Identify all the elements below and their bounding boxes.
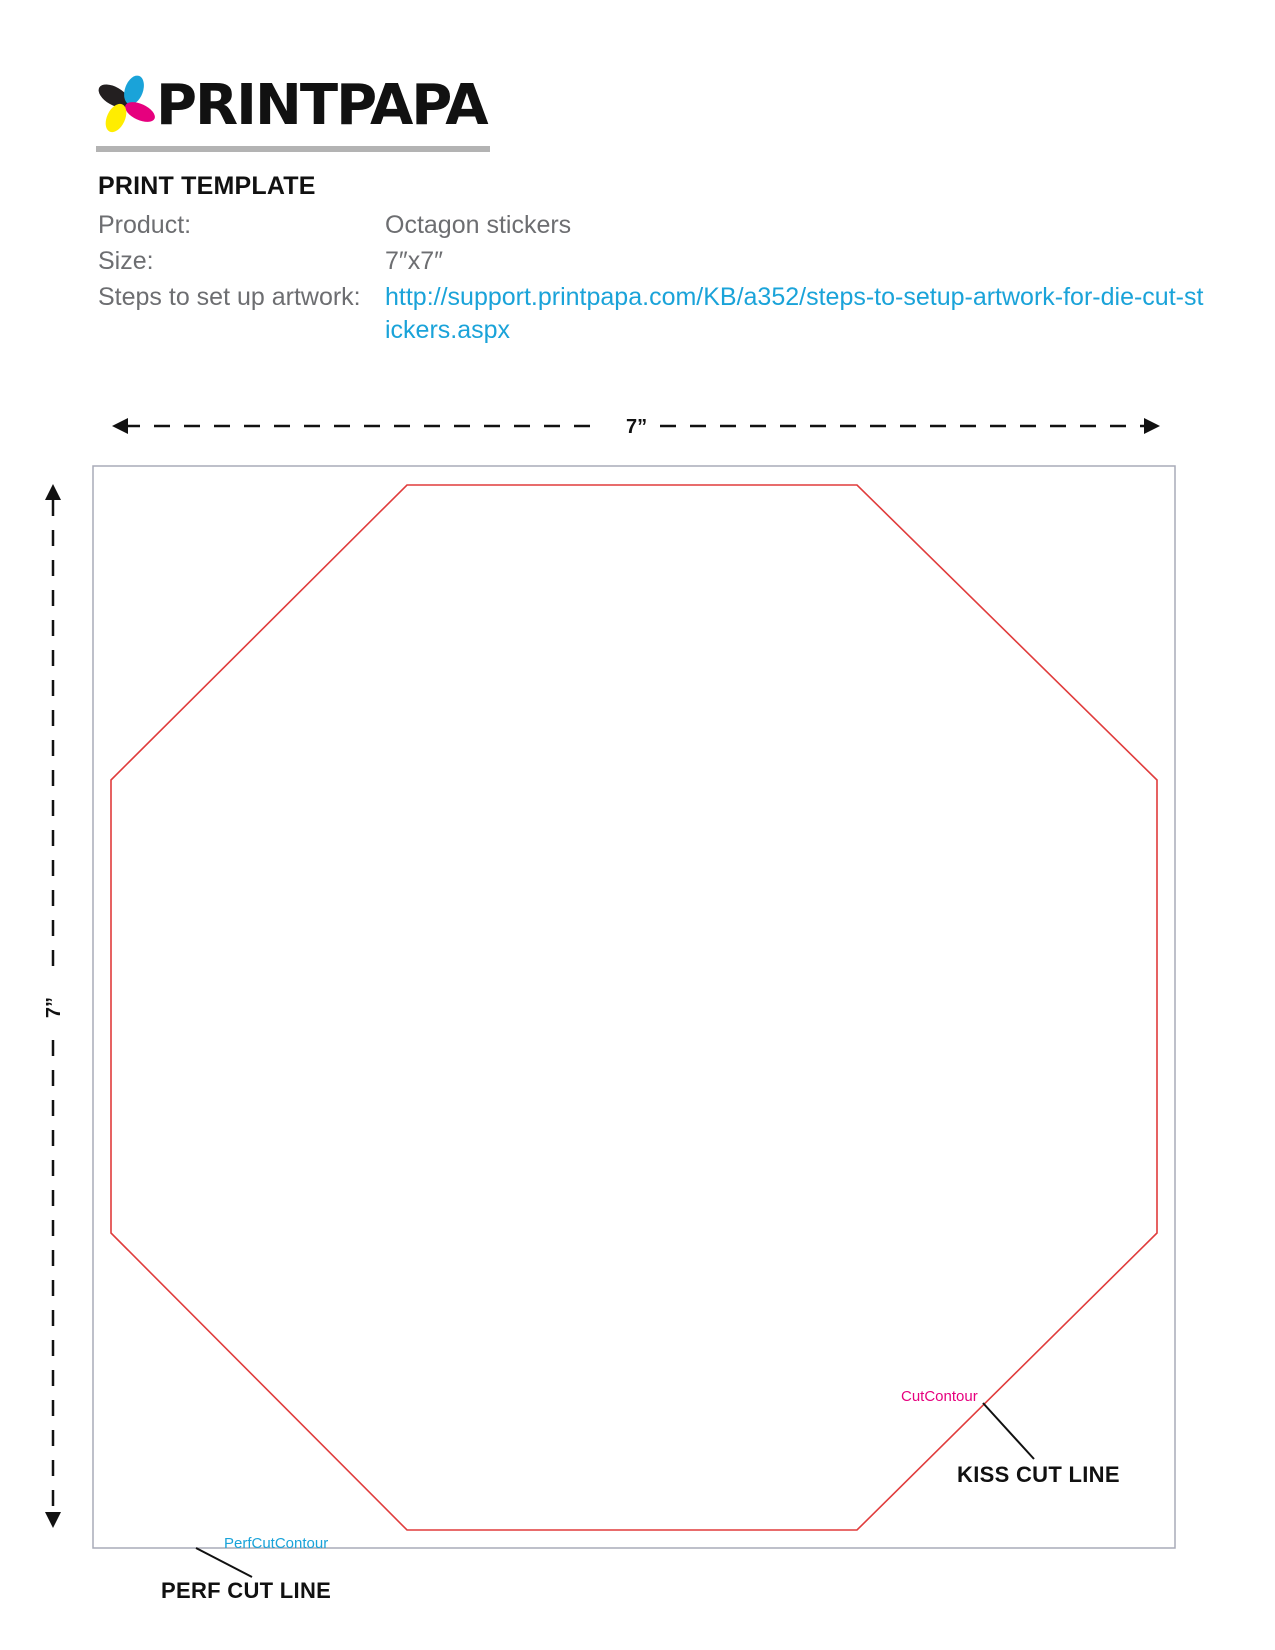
arrow-up-icon	[45, 484, 61, 500]
kiss-cut-callout: KISS CUT LINE	[957, 1462, 1120, 1487]
steps-link[interactable]: http://support.printpapa.com/KB/a352/steps-to-setup-artwork-for-die-cut-stickers.aspx	[385, 283, 1204, 344]
size-value: 7″x7″	[385, 247, 444, 275]
page-title: PRINT TEMPLATE	[98, 172, 316, 200]
product-label: Product:	[98, 211, 192, 239]
height-label: 7”	[43, 993, 66, 1022]
steps-label: Steps to set up artwork:	[98, 283, 361, 311]
arrow-right-icon	[1144, 418, 1160, 434]
arrow-down-icon	[45, 1512, 61, 1528]
perf-cut-callout: PERF CUT LINE	[161, 1578, 332, 1603]
arrow-left-icon	[112, 418, 128, 434]
product-value: Octagon stickers	[385, 211, 572, 239]
perf-cut-frame	[93, 466, 1175, 1548]
kiss-cut-octagon	[111, 485, 1157, 1530]
perf-cut-leader	[196, 1548, 252, 1577]
size-label: Size:	[98, 247, 154, 275]
perf-cut-contour-tag: PerfCutContour	[224, 1535, 329, 1552]
kiss-cut-leader	[983, 1403, 1034, 1459]
brand-name: PRINTPAPA	[156, 73, 487, 138]
width-label: 7”	[622, 416, 651, 439]
cut-contour-tag: CutContour	[901, 1388, 978, 1405]
